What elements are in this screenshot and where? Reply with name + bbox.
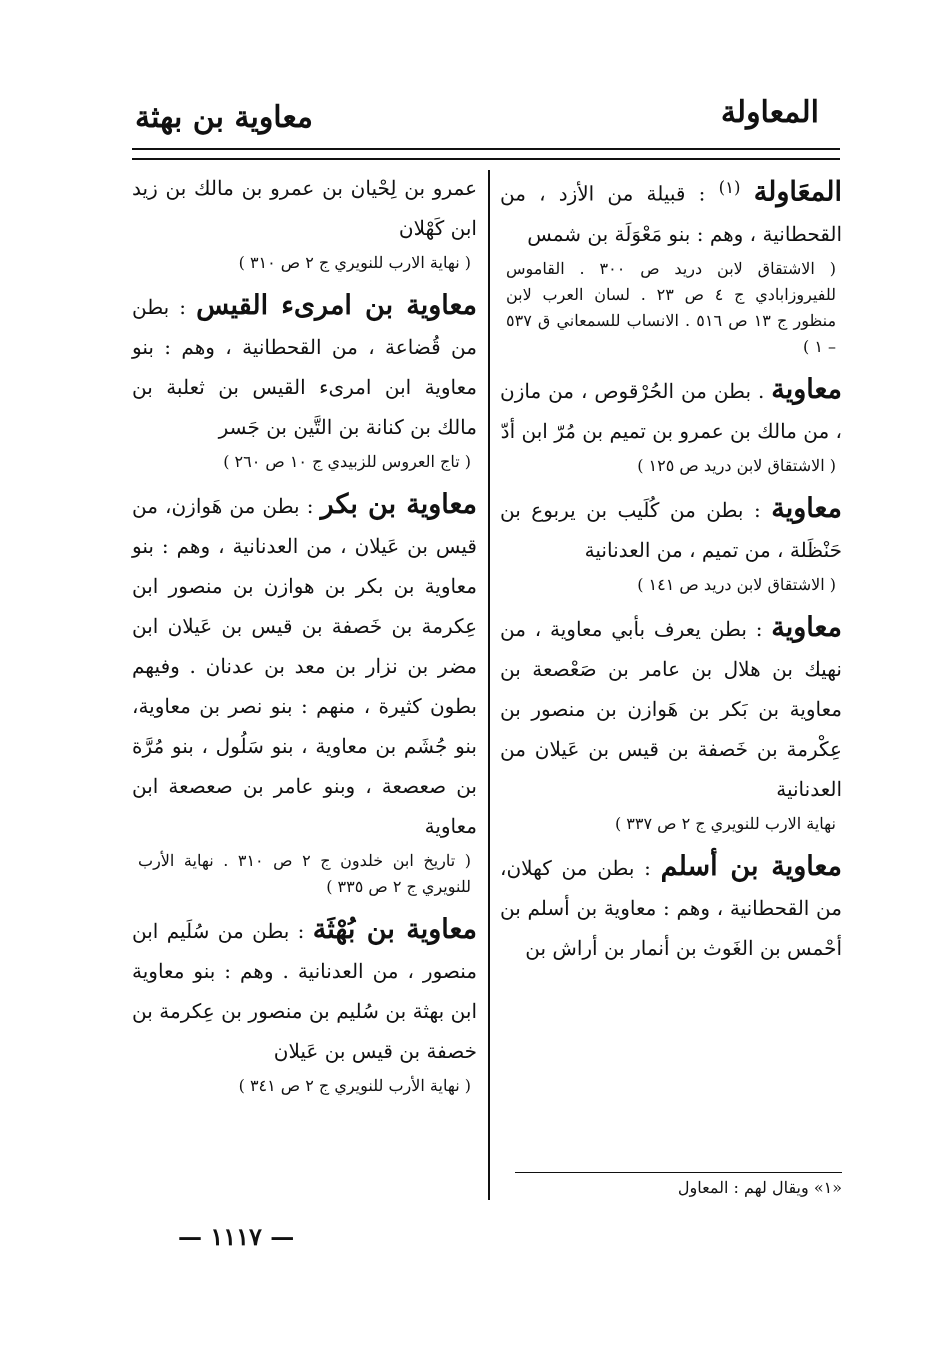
entry-head: معاوية بن بُهْثَة <box>312 914 478 945</box>
entry-text: : بطن يعرف بأبي معاوية ، من نهيك بن هلال بن عامر بن صَعْصعة بن معاوية بن بَكر بن هَوازن بن منصور بن عِكْرمة بن خَصفة بن قيس بن عَيلان من العدنانية <box>500 616 842 801</box>
entry-source: ( نهاية الارب للنويري ج ٢ ص ٣١٠ ) <box>238 253 471 272</box>
page-number: — ١١١٧ — <box>178 1222 295 1251</box>
entry-text: : بطن من سُلَيم ابن منصور ، من العدنانية . وهم : بنو معاوية ابن بهثة بن سُليم بن منصور بن عِكرمة بن خصفة بن قيس بن عَيلان <box>132 919 477 1063</box>
entry-head: المعَاولة <box>753 176 843 208</box>
entry <box>500 489 842 608</box>
entry-head: معاوية <box>771 373 842 405</box>
entry-text: : بطن من هَوازن، من قيس بن عَيلان ، من العدنانية ، وهم : بنو معاوية بن بكر بن هوازن بن منصور ابن عِكرمة بن خَصفة بن قيس بن عَيلان ابن مضر بن نزار بن معد بن عدنان . وفيهم بطون كثيرة ، منهم : بنو نصر بن معاوية، بنو جُشَم بن معاوية ، بنو سَلُول ، بنو مُرَّة بن صعصعة ، وبنو عامر بن صعصعة ابن معاوية <box>132 494 477 838</box>
entry <box>500 608 842 847</box>
entry-source: ( الاشتقاق لابن دريد ص ٣٠٠ . القاموس للفيروزابادي ج ٤ ص ٢٣ . لسان العرب لابن منظور ج ١٣ ص ٥١٦ . الانساب للسمعاني ق ٥٣٧ – ١ ) <box>506 258 837 356</box>
entry-source: ( تاج العروس للزبيدي ج ١٠ ص ٢٦٠ ) <box>223 452 471 471</box>
entry <box>132 485 477 910</box>
entry-text: : بطن من قُضاعة ، من القحطانية ، وهم : بنو معاوية ابن امرىء القيس بن ثعلبة بن مالك بن كنانة بن التَّين بن جَسر <box>132 295 477 439</box>
entry-source: ( تاريخ ابن خلدون ج ٢ ص ٣١٠ . نهاية الأرب للنويري ج ٢ ص ٣٣٥ ) <box>138 851 471 896</box>
entry-source: ( نهاية الأرب للنويري ج ٢ ص ٣٤١ ) <box>238 1076 471 1095</box>
entry-source: ( الاشتقاق لابن دريد ص ١٤١ ) <box>637 574 836 594</box>
entry-source: نهاية الارب للنويري ج ٢ ص ٣٣٧ ) <box>614 813 836 833</box>
header-rule <box>132 148 840 150</box>
entry <box>500 370 842 489</box>
column-divider <box>488 170 490 1200</box>
entry-source: ( الاشتقاق لابن دريد ص ١٢٥ ) <box>637 455 836 475</box>
entry <box>132 286 477 485</box>
left-column <box>132 168 477 1109</box>
running-head-left: معاوية بن بهثة <box>135 100 313 135</box>
right-column <box>500 168 842 968</box>
header-rule-double <box>132 158 840 160</box>
entry-head: معاوية بن امرىء القيس <box>196 290 477 321</box>
entry-text: : بطن من كهلان، من القحطانية ، وهم : معاوية بن أسلم بن أحْمس بن الغَوث بن أنمار بن أراش بن <box>500 855 842 960</box>
entry-text: عمرو بن لِحْيان بن عمرو بن مالك بن زيد ابن كَهْلان <box>132 176 477 240</box>
entry-head: معاوية <box>771 492 842 524</box>
footnote-rule <box>515 1172 842 1173</box>
entry <box>500 847 842 968</box>
entry-head: معاوية بن أسلم <box>660 850 842 882</box>
entry-text: : بطن من كُلَيب بن يربوع بن حَنْظَلة ، من تميم ، من العدنانية <box>500 497 842 562</box>
entry <box>132 168 477 286</box>
entry-head: معاوية بن بكر <box>320 489 478 520</box>
footnote: «١» ويقال لهم : المعاول <box>677 1178 842 1197</box>
entry-head: معاوية <box>771 611 842 643</box>
entry <box>500 168 842 370</box>
running-head-right: المعاولة <box>720 95 819 130</box>
entry-text: . بطن من الحُرْقوص ، من مازن ، من مالك بن عمرو بن تميم بن مُرّ ابن أدّ <box>500 378 842 443</box>
entry <box>132 910 477 1109</box>
entry-text: : قبيلة من الأزد ، من القحطانية ، وهم : بنو مَعْوَلَة بن شمس <box>500 181 842 246</box>
footnote-marker: (١) <box>718 178 741 197</box>
